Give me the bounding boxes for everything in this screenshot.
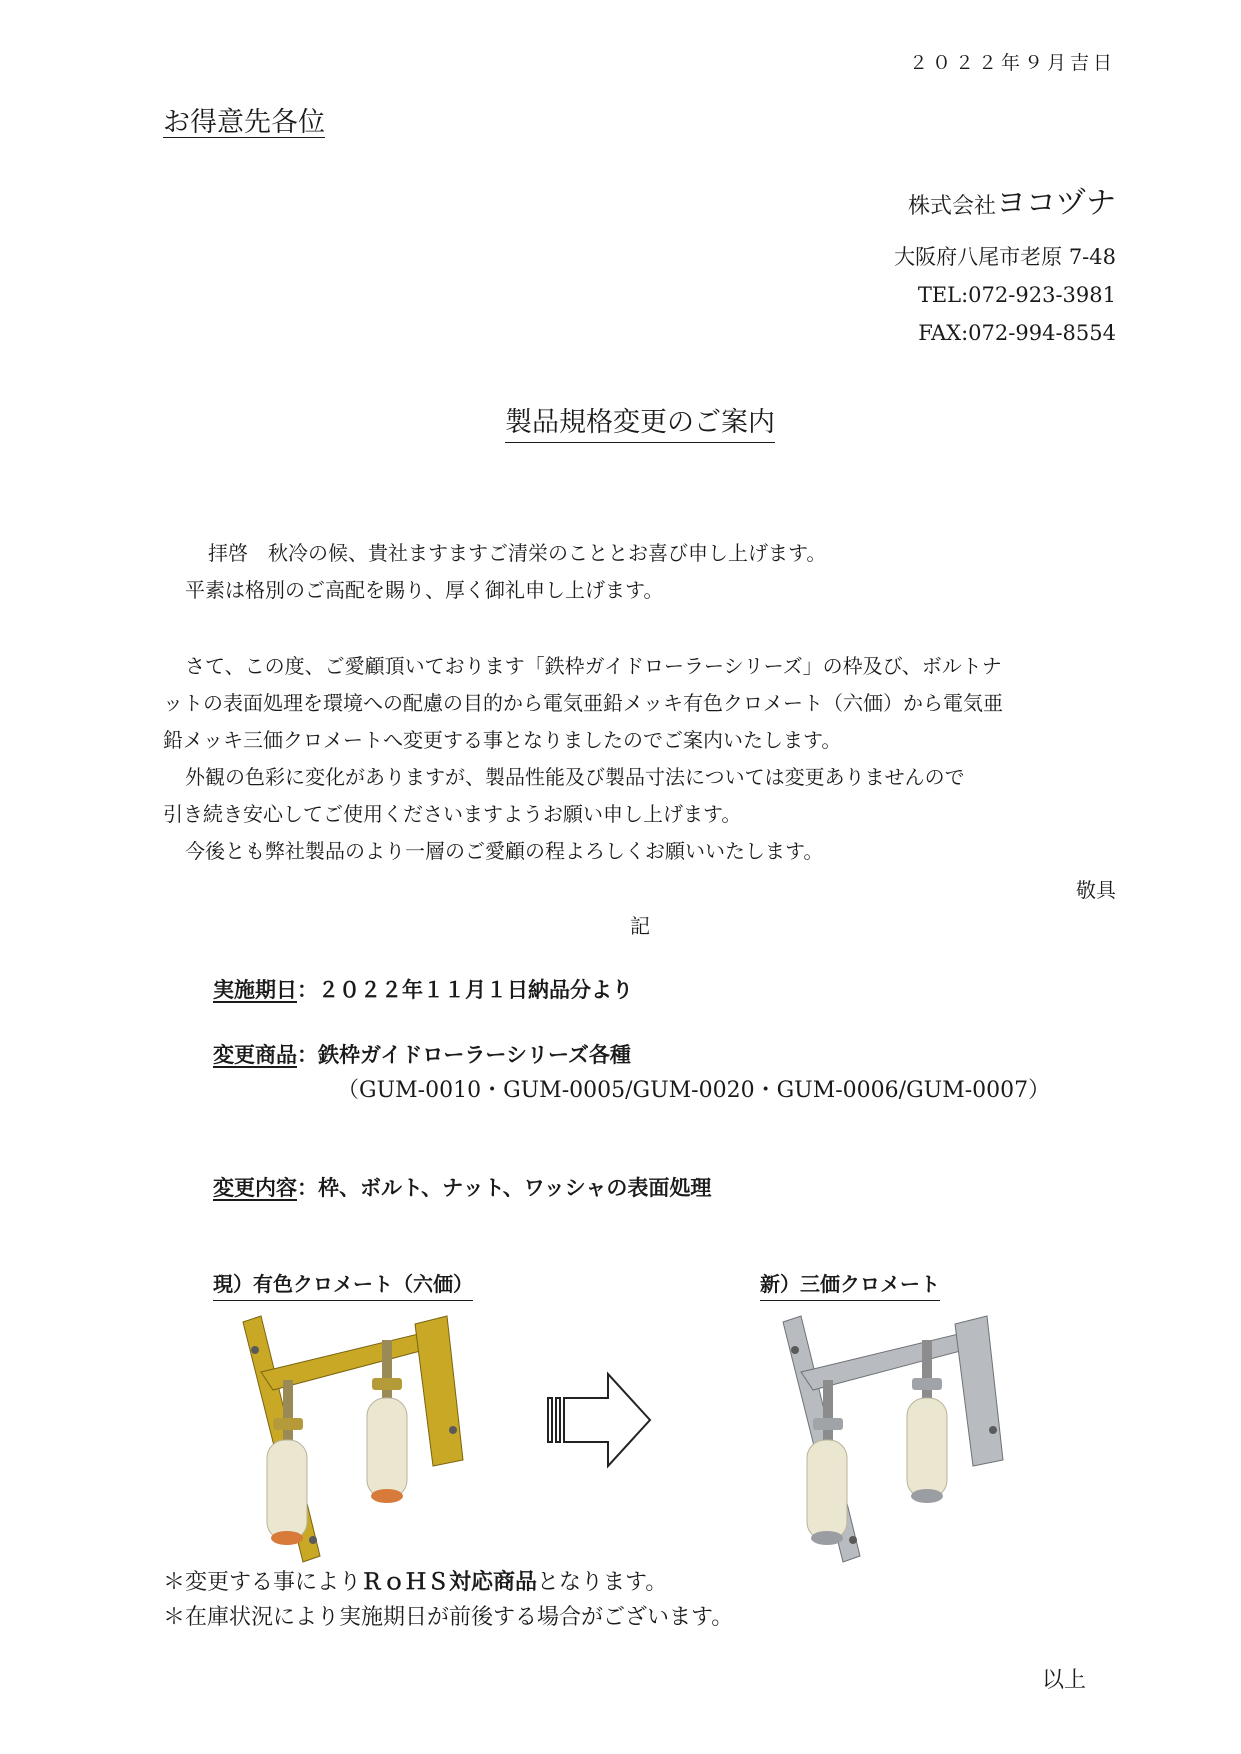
announcement-paragraph [163, 648, 1123, 870]
note-stock: ＊在庫状況により実施期日が前後する場合がございます。 [163, 1605, 734, 1630]
notes [163, 1565, 733, 1635]
company-fax: FAX:072-994-8554 [918, 321, 1116, 345]
change-content-value: ：枠、ボルト、ナット、ワッシャの表面処理 [297, 1176, 712, 1200]
new-roller-left [807, 1440, 847, 1545]
document-title: 製品規格変更のご案内 [0, 400, 1241, 439]
announcement-line-3: 鉛メッキ三価クロメートへ変更する事となりましたのでご案内いたします。 [163, 728, 842, 752]
issue-date: ２０２２年９月吉日 [908, 52, 1116, 74]
note-rohs: ＊変更する事によりＲｏＨＳ対応商品となります。 [163, 1570, 668, 1595]
current-roller-right [367, 1398, 407, 1503]
new-caption: 新）三価クロメート [760, 1268, 940, 1301]
announcement-line-6: 今後とも弊社製品のより一層のご愛顧の程よろしくお願いいたします。 [185, 839, 824, 863]
announcement-line-2: ットの表面処理を環境への配慮の目的から電気亜鉛メッキ有色クロメート（六価）から電気亜 [163, 691, 1003, 715]
implementation-date [213, 972, 633, 1008]
greeting-line-1: 拝啓 秋冷の候、貴社ますますご清栄のこととお喜び申し上げます。 [208, 541, 827, 565]
company-main-name: ヨコヅナ [996, 186, 1116, 221]
greeting-line-2: 平素は格別のご高配を賜り、厚く御礼申し上げます。 [185, 578, 664, 602]
product-models: （GUM-0010・GUM-0005/GUM-0020・GUM-0006/GUM-0007） [337, 1078, 1051, 1103]
recipient: お得意先各位 [163, 107, 325, 138]
change-arrow-icon [546, 1370, 656, 1470]
announcement-line-5: 引き続き安心してご使用くださいますようお願い申し上げます。 [163, 802, 742, 826]
company-prefix: 株式会社 [907, 194, 996, 219]
company-contact [894, 238, 1116, 352]
announcement-line-4: 外観の色彩に変化がありますが、製品性能及び製品寸法については変更ありませんので [185, 765, 965, 789]
change-content-label: 変更内容 [213, 1176, 297, 1200]
current-caption: 現）有色クロメート（六価） [213, 1268, 473, 1301]
end-mark: 以上 [1041, 1668, 1086, 1693]
implementation-date-value: ：２０２２年１１月１日納品分より [297, 978, 633, 1002]
closing-word: 敬具 [1076, 878, 1116, 902]
announcement-line-1: さて、この度、ご愛顧頂いております「鉄枠ガイドローラーシリーズ」の枠及び、ボルトナ [185, 654, 1002, 678]
changed-products-value: ：鉄枠ガイドローラーシリーズ各種 [297, 1043, 631, 1067]
rohs-emphasis: ＲｏＨＳ対応商品 [361, 1570, 538, 1595]
current-roller-left [267, 1440, 307, 1545]
new-roller-right [907, 1398, 947, 1503]
change-content [213, 1170, 711, 1206]
implementation-date-label: 実施期日 [213, 978, 297, 1002]
changed-products-label: 変更商品 [213, 1043, 297, 1067]
company-tel: TEL:072-923-3981 [917, 283, 1116, 307]
greeting-paragraph [163, 535, 1123, 609]
new-product-image [765, 1310, 1045, 1570]
changed-products [213, 1037, 631, 1073]
ki-heading: 記 [630, 914, 650, 938]
company-address: 大阪府八尾市老原 7-48 [894, 245, 1116, 269]
company-name [908, 178, 1116, 222]
current-product-image [225, 1310, 505, 1570]
